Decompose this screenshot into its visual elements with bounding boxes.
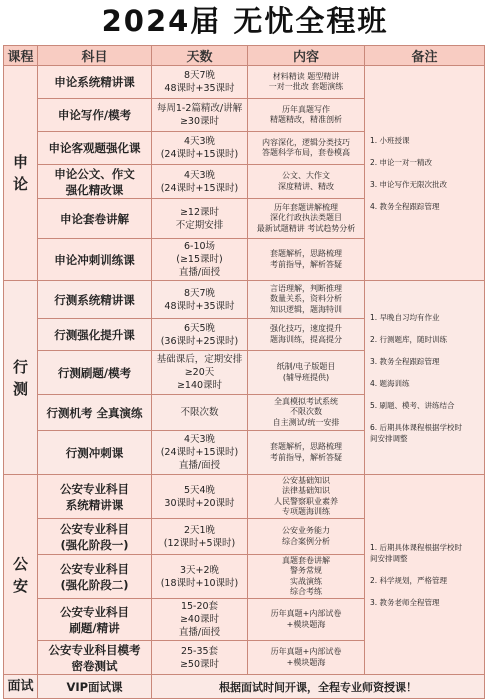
- content-cell: 历年套题讲解梳理 深化行政执法类题目 最新试题精讲 考试趋势分析: [248, 199, 365, 239]
- days-cell: 6天5晚 (36课时+25课时): [152, 319, 248, 351]
- content-cell: 言语理解，判断推理 数量关系，资料分析 知识逻辑，题海特训: [248, 281, 365, 319]
- content-cell: 公安基础知识 法律基础知识 人民警察职业素养 专项题海训练: [248, 475, 365, 519]
- table-row: [4, 675, 485, 699]
- subject-cell: 行测刷题/模考: [38, 351, 152, 395]
- content-cell: 内容深化，逻辑分类技巧 答题科学布局，套卷模高: [248, 132, 365, 165]
- subject-cell: 公安专业科目 刷题/精讲: [38, 599, 152, 641]
- subject-cell: 公安专业科目 系统精讲课: [38, 475, 152, 519]
- days-cell: 8天7晚 48课时+35课时: [152, 66, 248, 99]
- content-cell: 材料精读 题型精讲 一对一批改 套题演练: [248, 66, 365, 99]
- course-table: [3, 45, 485, 699]
- page-title: 2024届 无忧全程班: [101, 4, 389, 38]
- content-cell: 公安业务能力 综合案例分析: [248, 519, 365, 555]
- days-cell: 4天3晚 (24课时+15课时): [152, 132, 248, 165]
- days-cell: 5天4晚 30课时+20课时: [152, 475, 248, 519]
- subject-cell: 申论套卷讲解: [38, 199, 152, 239]
- interview-note: 根据面试时间开课，全程专业师资授课！: [152, 675, 485, 699]
- days-cell: 不限次数: [152, 395, 248, 431]
- subject-cell: 公安专业科目 (强化阶段二): [38, 555, 152, 599]
- content-cell: 全真模拟考试系统 不限次数 自主测试/统一安排: [248, 395, 365, 431]
- days-cell: 3天+2晚 (18课时+10课时): [152, 555, 248, 599]
- header-course: 课程: [4, 46, 38, 66]
- notes-gongan: 1. 后期具体课程根据学校时 间安排调整 2. 科学规划，严格管理 3. 教务老师全程管理: [365, 475, 485, 675]
- subject-cell: 申论公文、作文 强化精改课: [38, 165, 152, 199]
- subject-cell: 公安专业科目 (强化阶段一): [38, 519, 152, 555]
- category-mianshi: 面试: [4, 675, 38, 699]
- subject-cell: 申论写作/模考: [38, 99, 152, 132]
- content-cell: 强化技巧，速度提升 题海训练，提高提分: [248, 319, 365, 351]
- subject-cell: 申论客观题强化课: [38, 132, 152, 165]
- header-notes: 备注: [365, 46, 485, 66]
- notes-shenlun: 1. 小班授课 2. 申论一对一精改 3. 申论写作无限次批改 4. 教务全程跟踪管理: [365, 66, 485, 281]
- subject-cell: VIP面试课: [38, 675, 152, 699]
- table-row: [4, 66, 485, 99]
- notes-xingce: 1. 早晚自习均有作业 2. 行测题库，随时训练 3. 教务全程跟踪管理 4. 题海训练 5. 刷题、模考、讲练结合 6. 后期具体课程根据学校时 间安排调整: [365, 281, 485, 475]
- content-cell: 公文、大作文 深度精讲、精改: [248, 165, 365, 199]
- days-cell: 4天3晚 (24课时+15课时): [152, 165, 248, 199]
- content-cell: 历年真题+内部试卷 +模块题海: [248, 599, 365, 641]
- days-cell: 基础课后，定期安排 ≥20天 ≥140课时: [152, 351, 248, 395]
- category-shenlun: 申 论: [4, 66, 38, 281]
- header-content: 内容: [248, 46, 365, 66]
- subject-cell: 行测系统精讲课: [38, 281, 152, 319]
- content-cell: 历年真题写作 精题精改，精准剖析: [248, 99, 365, 132]
- days-cell: 每周1-2篇精改/讲解 ≥30课时: [152, 99, 248, 132]
- days-cell: 6-10场 (≥15课时) 直播/面授: [152, 239, 248, 281]
- subject-cell: 申论冲刺训练课: [38, 239, 152, 281]
- days-cell: 4天3晚 (24课时+15课时) 直播/面授: [152, 431, 248, 475]
- days-cell: 15-20套 ≥40课时 直播/面授: [152, 599, 248, 641]
- subject-cell: 行测冲刺课: [38, 431, 152, 475]
- content-cell: 历年真题+内部试卷 +模块题海: [248, 641, 365, 675]
- content-cell: 套题解析，思路梳理 考前指导，解析答疑: [248, 239, 365, 281]
- category-gongan: 公 安: [4, 475, 38, 675]
- table-row: [4, 281, 485, 319]
- header-row: [4, 46, 485, 66]
- days-cell: 2天1晚 (12课时+5课时): [152, 519, 248, 555]
- header-subject: 科目: [38, 46, 152, 66]
- table-row: [4, 475, 485, 519]
- content-cell: 真题套卷讲解 警务常规 实战演练 综合考练: [248, 555, 365, 599]
- subject-cell: 行测强化提升课: [38, 319, 152, 351]
- content-cell: 套题解析，思路梳理 考前指导，解析答疑: [248, 431, 365, 475]
- days-cell: 8天7晚 48课时+35课时: [152, 281, 248, 319]
- category-xingce: 行 测: [4, 281, 38, 475]
- days-cell: ≥12课时 不定期安排: [152, 199, 248, 239]
- subject-cell: 公安专业科目模考 密卷测试: [38, 641, 152, 675]
- subject-cell: 行测机考 全真演练: [38, 395, 152, 431]
- subject-cell: 申论系统精讲课: [38, 66, 152, 99]
- content-cell: 纸制/电子版题目 (辅导班提供): [248, 351, 365, 395]
- days-cell: 25-35套 ≥50课时: [152, 641, 248, 675]
- header-days: 天数: [152, 46, 248, 66]
